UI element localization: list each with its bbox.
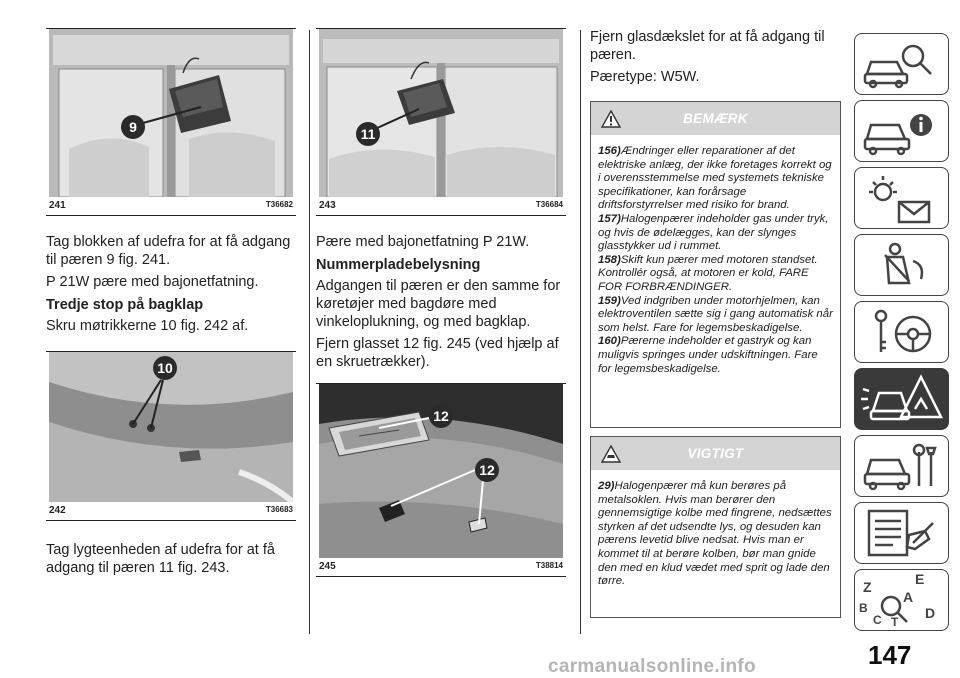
figure-code: T36683 xyxy=(265,505,293,514)
note-text: Ændringer eller reparationer af det elektriske anlæg, der ikke foretages korrekt og i overensstemmelse med systemets tekniske specifikationer, kan forårsage driftsforstyrrelser med risiko for brand. xyxy=(598,145,832,212)
note-ref: 156) xyxy=(598,145,621,157)
tab-car-search[interactable] xyxy=(854,33,949,95)
figure-number: 245 xyxy=(319,561,336,572)
note-body xyxy=(591,135,840,384)
paragraph: P 21W pære med bajonetfatning. xyxy=(46,274,259,290)
note-item xyxy=(598,145,834,213)
note-item xyxy=(598,213,834,254)
callout-11: 11 xyxy=(356,122,380,146)
note-text: Halogenpærer må kun berøres på metalsoklen. Hvis man berører den gennemsigtige kolbe med fingrene, nedsættes styrken af det udsendte lys, og desuden kan pærens levetid blive nedsat. Hvis man er kommet til at berøre kolben, bør man gnide den med en klud vædet med sprit og lade den tørre. xyxy=(598,480,832,588)
tab-key-steering[interactable] xyxy=(854,301,949,363)
paragraph: Adgangen til pæren er den samme for køretøjer med bagdøre med vinkeloplukning, og med bagklap. xyxy=(316,278,561,330)
index-letter: E xyxy=(915,571,925,587)
note-text: Halogenpærer indeholder gas under tryk, og hvis de ødelægges, kan der slynges glasstykker ud i rummet. xyxy=(598,212,829,253)
paragraph: Fjern glasdækslet for at få adgang til pæren. xyxy=(590,29,825,63)
note-body xyxy=(591,470,840,597)
section-heading: Tredje stop på bagklap xyxy=(46,297,204,313)
index-letter: A xyxy=(903,589,914,605)
note-title: VIGTIGT xyxy=(687,446,744,461)
note-ref: 158) xyxy=(598,253,621,266)
column-divider xyxy=(309,30,310,634)
column-2 xyxy=(316,28,572,577)
note-item xyxy=(598,254,834,295)
note-header xyxy=(591,102,840,135)
figure-242-image xyxy=(49,352,293,502)
watermark: carmanualsonline.info xyxy=(548,656,756,677)
note-box-bemaerk xyxy=(590,101,841,428)
note-text: Pærerne indeholder et gastryk og kan muligvis springes under udskiftningen. Fare for legemsbeskadigelse. xyxy=(598,335,818,375)
paragraph: Pæretype: W5W. xyxy=(590,69,700,85)
third-brake-light-illustration xyxy=(319,29,563,197)
page-number: 147 xyxy=(868,640,912,670)
note-title: BEMÆRK xyxy=(683,111,748,126)
column-3 xyxy=(590,28,840,86)
column-1 xyxy=(46,28,302,577)
note-ref: 157) xyxy=(598,212,621,225)
note-text: Ved indgriben under motorhjelmen, kan elektroventilen sætte sig i gang automatisk når som helst. Fare for legemsbeskadigelse. xyxy=(598,294,833,334)
tab-technical-data[interactable] xyxy=(854,502,949,564)
note-ref: 160) xyxy=(598,335,621,348)
callout-9: 9 xyxy=(121,115,145,139)
note-ref: 29) xyxy=(598,480,615,492)
index-letter: Z xyxy=(863,579,872,595)
tab-car-info[interactable] xyxy=(854,100,949,162)
paragraph: Tag lygteenheden af udefra for at få adgang til pæren 11 fig. 243. xyxy=(46,542,275,576)
tab-car-maintenance[interactable] xyxy=(854,435,949,497)
figure-245 xyxy=(316,383,566,577)
index-letter: B xyxy=(859,601,868,615)
tab-dashboard-lights[interactable] xyxy=(854,167,949,229)
figure-242 xyxy=(46,351,296,521)
note-item xyxy=(598,480,834,589)
note-item xyxy=(598,295,834,336)
note-ref: 159) xyxy=(598,294,621,307)
figure-241 xyxy=(46,28,296,216)
rear-door-window-illustration xyxy=(49,29,293,197)
note-text: Skift kun pærer med motoren standset. Kontrollér også, at motoren er kold, FARE FOR FORBRÆNDINGER. xyxy=(598,253,818,293)
figure-number: 241 xyxy=(49,200,66,211)
figure-number: 242 xyxy=(49,505,66,516)
tab-seatbelt-airbag[interactable] xyxy=(854,234,949,296)
callout-12-bottom: 12 xyxy=(475,458,499,482)
callout-12-top: 12 xyxy=(429,404,453,428)
section-heading: Nummerpladebelysning xyxy=(316,257,481,273)
paragraph: Skru møtrikkerne 10 fig. 242 af. xyxy=(46,318,249,334)
callout-10: 10 xyxy=(153,356,177,380)
tab-alphabetical-index[interactable] xyxy=(854,569,949,631)
note-item xyxy=(598,335,834,376)
paragraph: Pære med bajonetfatning P 21W. xyxy=(316,234,530,250)
paragraph: Tag blokken af udefra for at få adgang til pæren 9 fig. 241. xyxy=(46,234,291,268)
note-header xyxy=(591,437,840,470)
index-letter: T xyxy=(891,615,899,629)
figure-243 xyxy=(316,28,566,216)
figure-241-image xyxy=(49,29,293,197)
tab-breakdown[interactable] xyxy=(854,368,949,430)
paragraph: Fjern glasset 12 fig. 245 (ved hjælp af en skruetrækker). xyxy=(316,336,559,370)
figure-code: T36682 xyxy=(265,200,293,209)
figure-code: T36684 xyxy=(535,200,563,209)
column-divider xyxy=(580,30,581,634)
index-letter: C xyxy=(873,613,882,627)
figure-243-image xyxy=(319,29,563,197)
figure-245-image xyxy=(319,384,563,558)
figure-code: T38814 xyxy=(535,561,563,570)
note-box-vigtigt xyxy=(590,436,841,618)
index-letter: D xyxy=(925,605,936,621)
figure-number: 243 xyxy=(319,200,336,211)
